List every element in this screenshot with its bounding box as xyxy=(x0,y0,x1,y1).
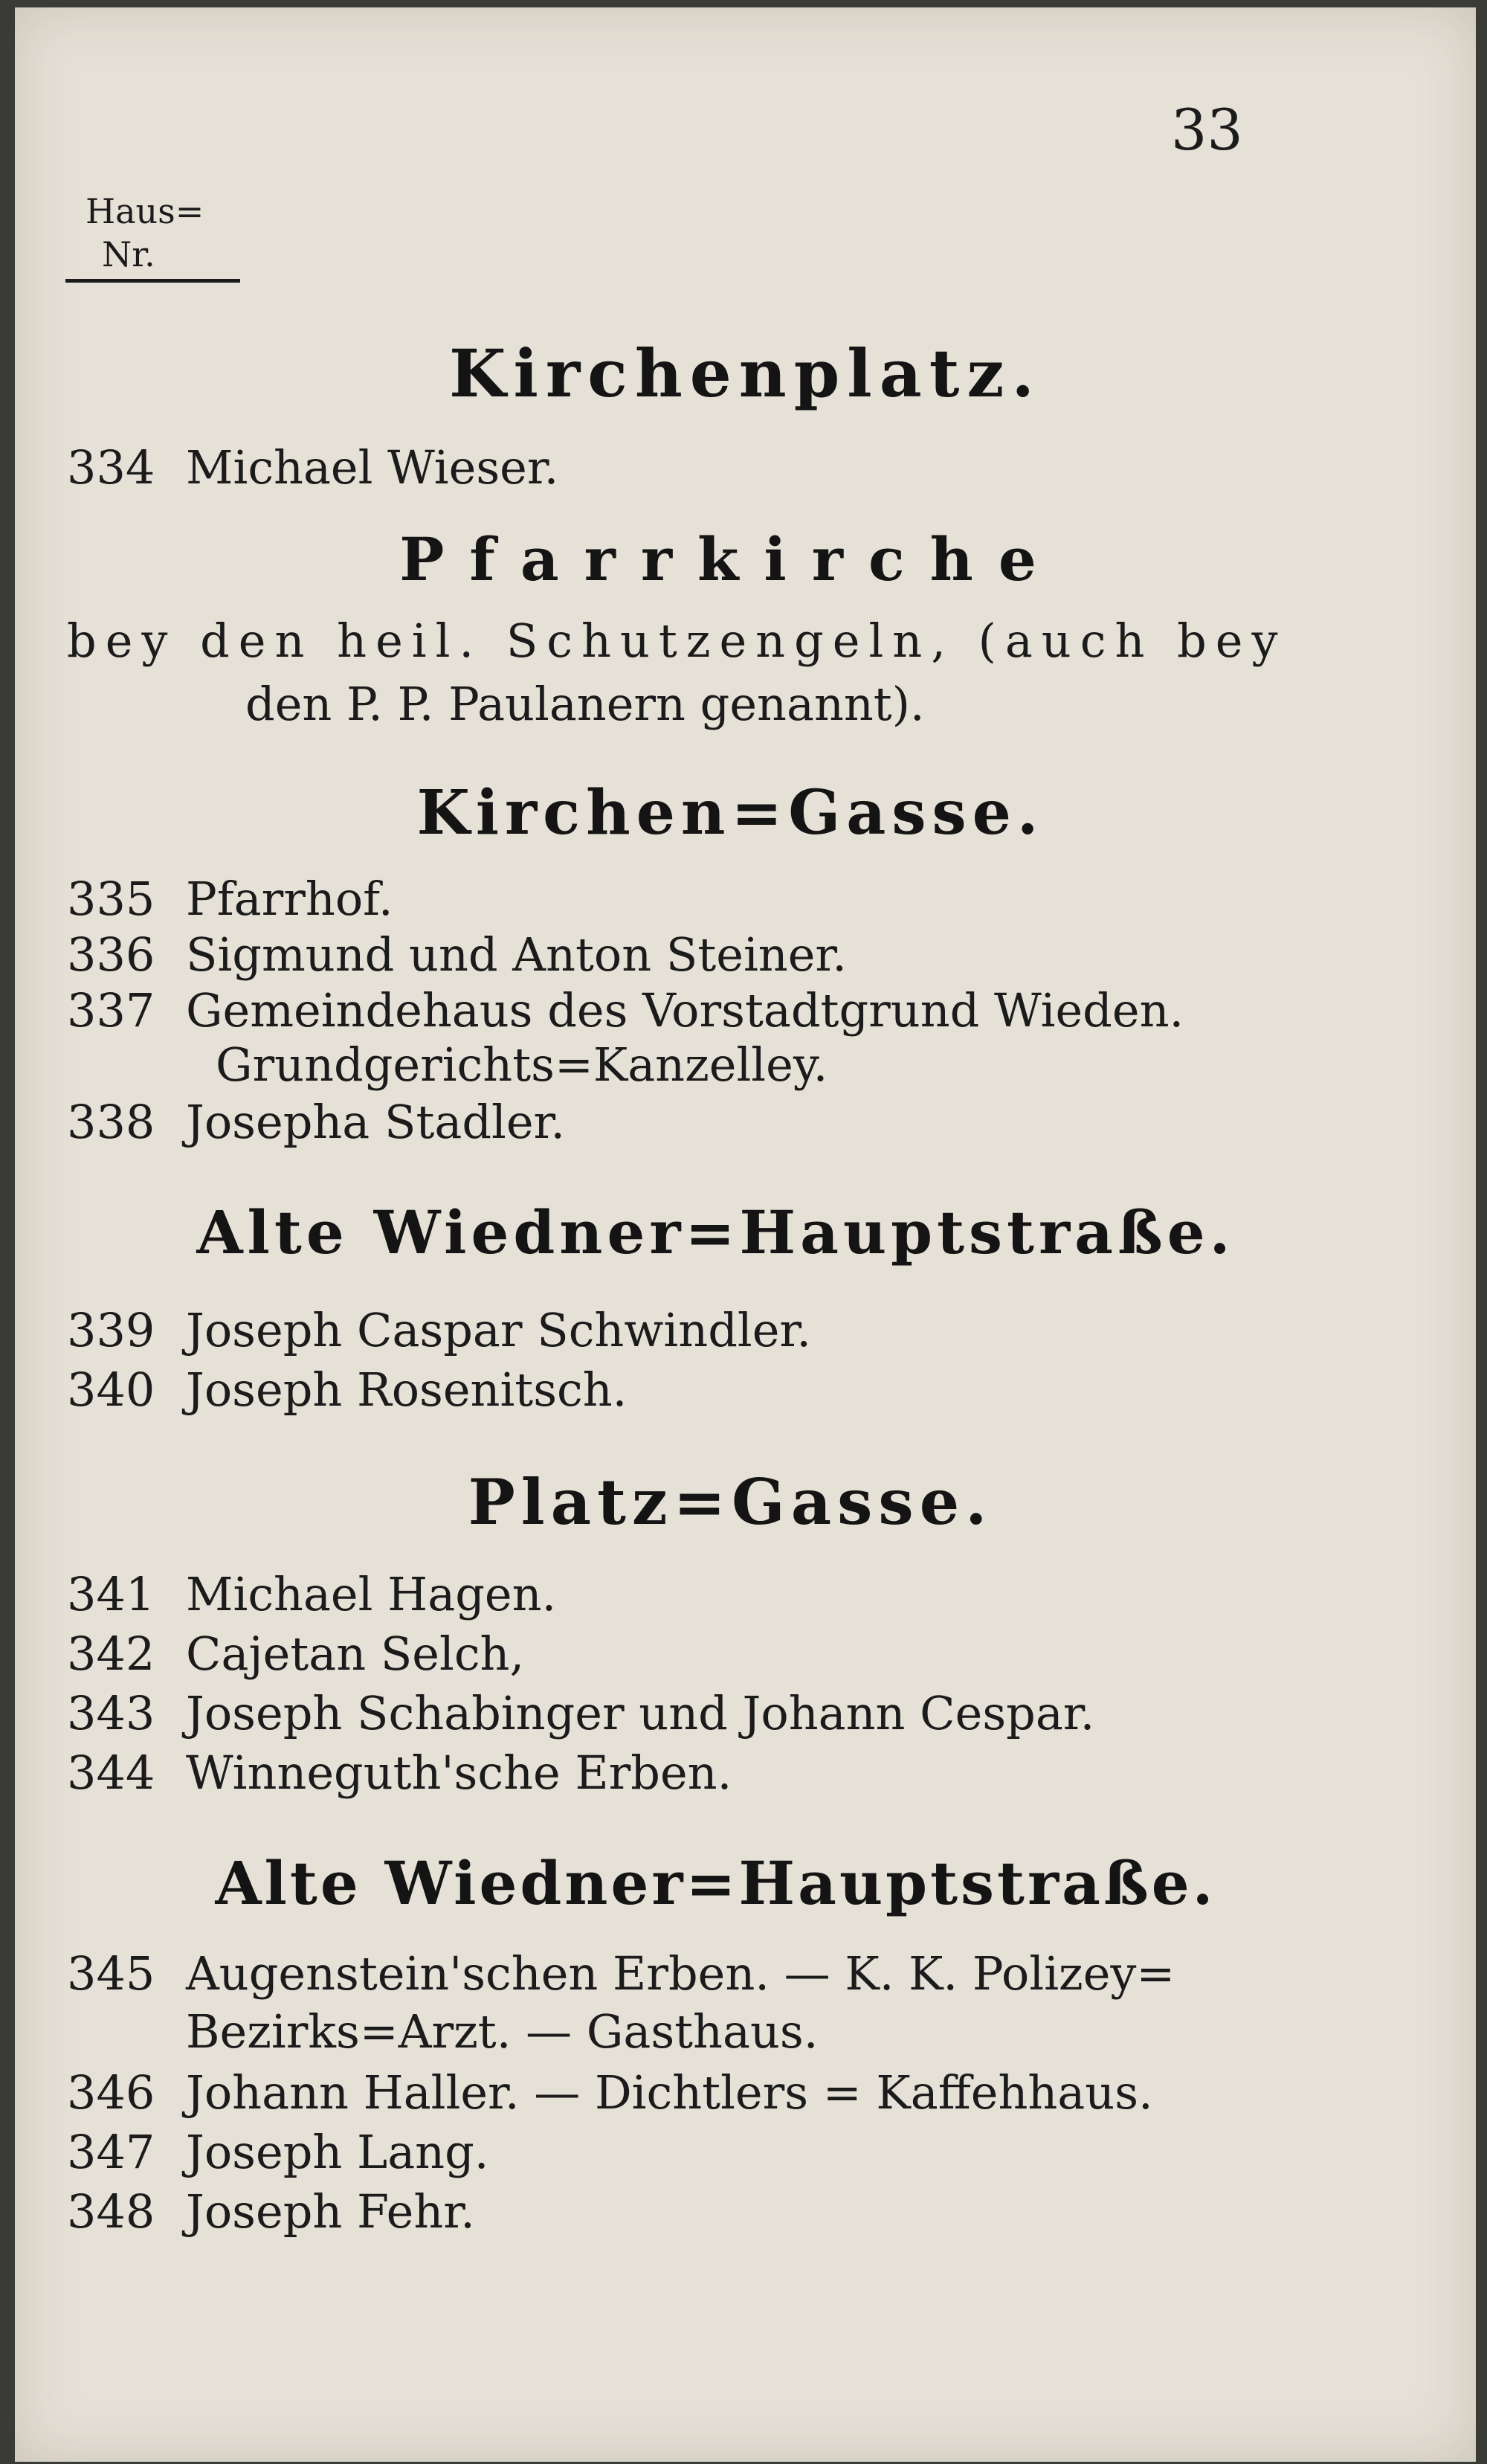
entry-text: Josepha Stadler. xyxy=(186,1095,566,1149)
list-item xyxy=(67,2183,475,2241)
list-item xyxy=(67,926,847,984)
entry-text: Gemeindehaus des Vorstadtgrund Wieden. xyxy=(186,983,1184,1038)
house-number: 339 xyxy=(67,1303,155,1357)
list-item xyxy=(67,1093,565,1151)
entry-text: Joseph Fehr. xyxy=(186,2184,475,2239)
house-number: 348 xyxy=(67,2184,155,2239)
entry-continuation: Grundgerichts=Kanzelley. xyxy=(216,1038,828,1092)
list-item xyxy=(67,1744,732,1802)
church-description-line: bey den heil. Schutzengeln, (auch bey xyxy=(67,614,1287,668)
entry-text: Johann Haller. — Dichtlers = Kaffehhaus. xyxy=(186,2065,1153,2120)
entry-text: Sigmund und Anton Steiner. xyxy=(186,927,847,982)
entry-text: Michael Wieser. xyxy=(186,440,559,495)
entry-text: Michael Hagen. xyxy=(186,1567,557,1621)
list-item xyxy=(67,439,558,497)
house-number: 345 xyxy=(67,1946,155,2001)
section-heading: Kirchenplatz. xyxy=(448,335,1042,412)
house-number: 346 xyxy=(67,2065,155,2120)
entry-text: Winneguth'sche Erben. xyxy=(186,1746,732,1800)
entry-text: Augenstein'schen Erben. — K. K. Polizey= xyxy=(186,1946,1175,2001)
entry-text: Pfarrhof. xyxy=(186,872,393,926)
section-heading: Pfarrkirche xyxy=(399,524,1062,594)
house-number: 341 xyxy=(67,1567,155,1621)
list-item xyxy=(67,2123,488,2181)
section-heading: Kirchen=Gasse. xyxy=(416,777,1045,849)
column-header-line2: Nr. xyxy=(102,234,155,274)
entry-text: Joseph Rosenitsch. xyxy=(186,1363,628,1417)
house-number: 335 xyxy=(67,872,155,926)
house-number: 342 xyxy=(67,1627,155,1681)
entry-text: Joseph Caspar Schwindler. xyxy=(186,1303,811,1357)
header-rule xyxy=(65,279,240,283)
book-page xyxy=(15,7,1476,2462)
house-number: 340 xyxy=(67,1363,155,1417)
list-item xyxy=(67,982,1184,1040)
house-number: 343 xyxy=(67,1686,155,1740)
list-item xyxy=(67,870,393,928)
column-header xyxy=(86,190,204,276)
section-heading: Platz=Gasse. xyxy=(468,1465,993,1539)
house-number: 338 xyxy=(67,1095,155,1149)
list-item xyxy=(67,1302,811,1360)
church-description-line: den P. P. Paulanern genannt). xyxy=(245,677,925,731)
house-number: 334 xyxy=(67,440,155,495)
entry-text: Cajetan Selch, xyxy=(186,1627,525,1681)
list-item xyxy=(67,1361,627,1419)
page-number: 33 xyxy=(1171,97,1243,163)
list-item xyxy=(67,1685,1094,1743)
section-heading: Alte Wiedner=Hauptstraße. xyxy=(196,1197,1235,1267)
house-number: 347 xyxy=(67,2125,155,2179)
section-heading: Alte Wiedner=Hauptstraße. xyxy=(215,1848,1216,1918)
list-item xyxy=(67,1566,556,1624)
list-item xyxy=(67,2064,1153,2122)
list-item xyxy=(67,1625,524,1683)
entry-continuation: Bezirks=Arzt. — Gasthaus. xyxy=(186,2004,819,2059)
entry-text: Joseph Lang. xyxy=(186,2125,489,2179)
list-item xyxy=(67,1945,1175,2003)
entry-text: Joseph Schabinger und Johann Cespar. xyxy=(186,1686,1095,1740)
column-header-line1: Haus= xyxy=(86,191,204,231)
house-number: 336 xyxy=(67,927,155,982)
house-number: 337 xyxy=(67,983,155,1038)
house-number: 344 xyxy=(67,1746,155,1800)
